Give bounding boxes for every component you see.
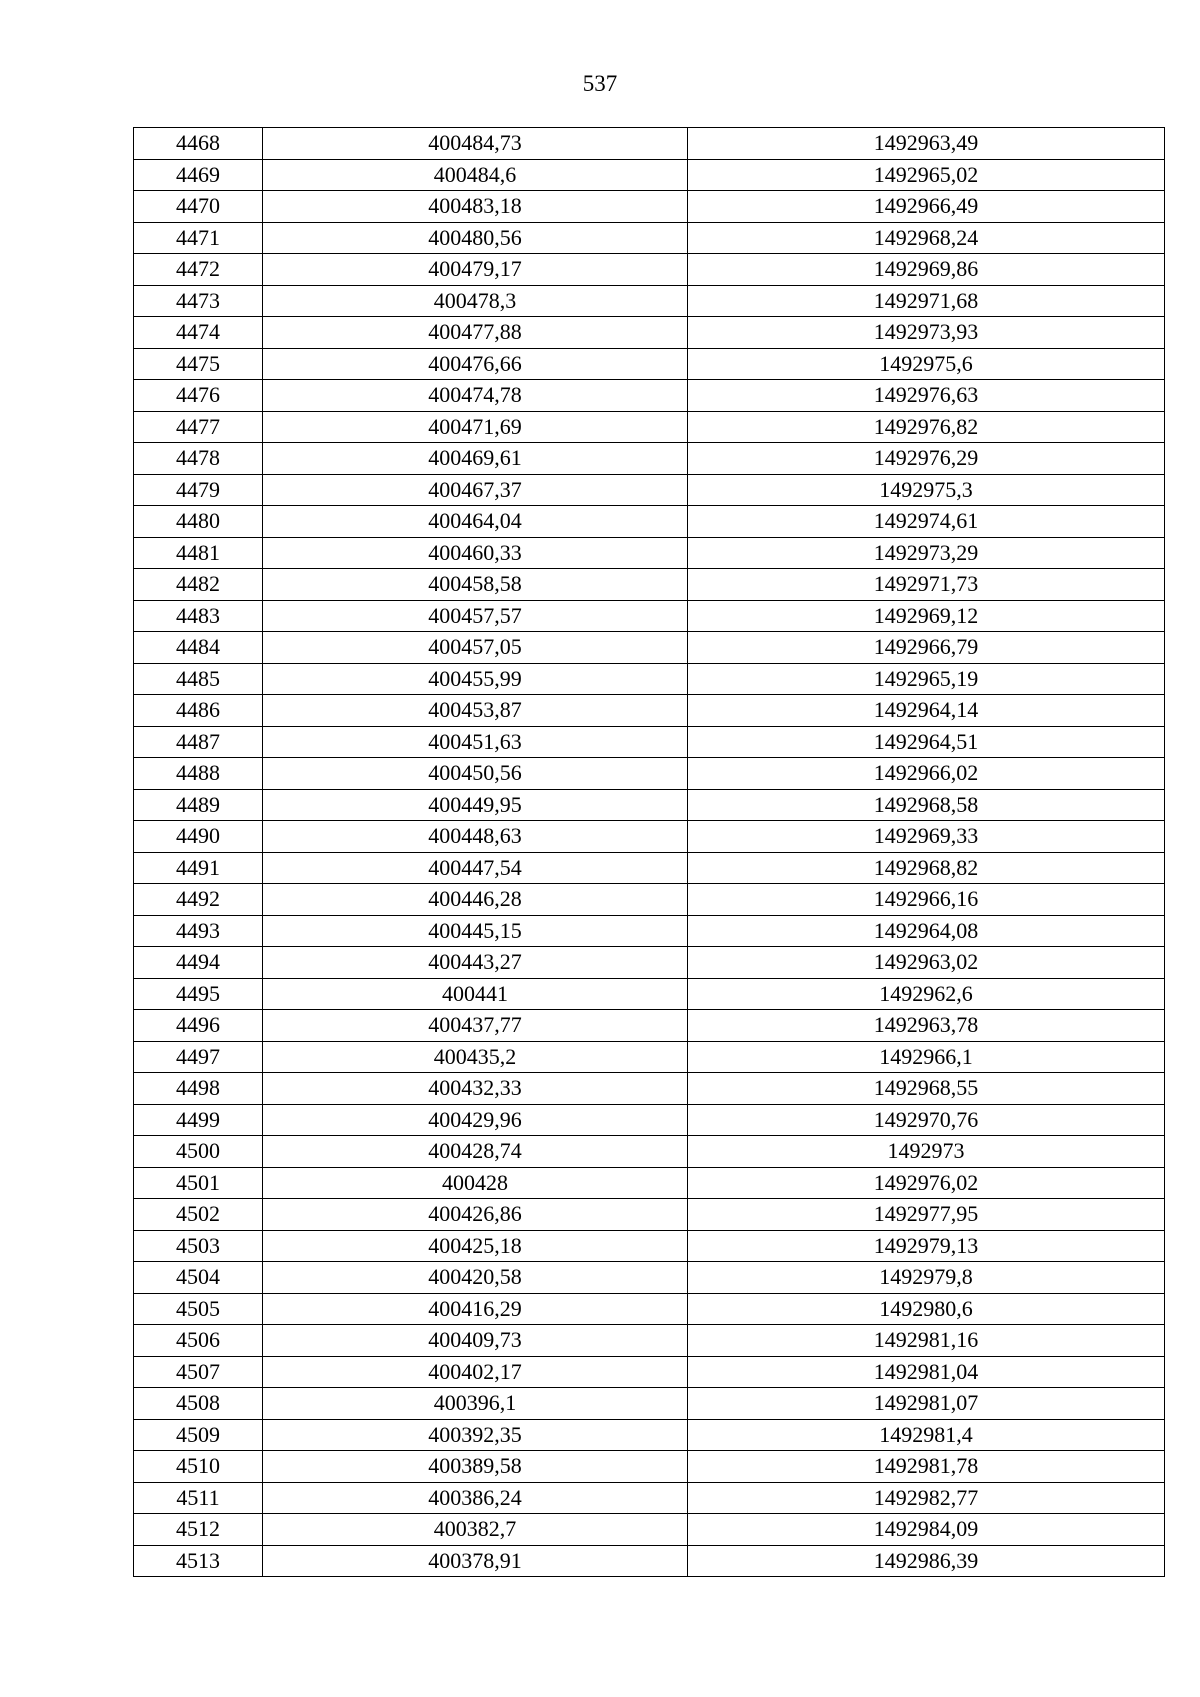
point-number-cell: 4505: [134, 1293, 263, 1325]
table-row: [134, 159, 1165, 191]
table-row: [134, 884, 1165, 916]
table-row: [134, 1482, 1165, 1514]
x-coordinate-cell: 400474,78: [263, 380, 688, 412]
x-coordinate-cell: 400453,87: [263, 695, 688, 727]
table-row: [134, 1073, 1165, 1105]
point-number-cell: 4511: [134, 1482, 263, 1514]
point-number-cell: 4477: [134, 411, 263, 443]
point-number-cell: 4468: [134, 128, 263, 160]
y-coordinate-cell: 1492979,8: [688, 1262, 1165, 1294]
point-number-cell: 4506: [134, 1325, 263, 1357]
point-number-cell: 4494: [134, 947, 263, 979]
point-number-cell: 4490: [134, 821, 263, 853]
table-row: [134, 663, 1165, 695]
x-coordinate-cell: 400396,1: [263, 1388, 688, 1420]
table-row: [134, 789, 1165, 821]
point-number-cell: 4508: [134, 1388, 263, 1420]
y-coordinate-cell: 1492973,93: [688, 317, 1165, 349]
point-number-cell: 4499: [134, 1104, 263, 1136]
y-coordinate-cell: 1492979,13: [688, 1230, 1165, 1262]
x-coordinate-cell: 400484,73: [263, 128, 688, 160]
table-row: [134, 1356, 1165, 1388]
x-coordinate-cell: 400446,28: [263, 884, 688, 916]
y-coordinate-cell: 1492971,73: [688, 569, 1165, 601]
point-number-cell: 4488: [134, 758, 263, 790]
table-row: [134, 537, 1165, 569]
y-coordinate-cell: 1492966,02: [688, 758, 1165, 790]
x-coordinate-cell: 400448,63: [263, 821, 688, 853]
point-number-cell: 4487: [134, 726, 263, 758]
x-coordinate-cell: 400437,77: [263, 1010, 688, 1042]
x-coordinate-cell: 400425,18: [263, 1230, 688, 1262]
table-row: [134, 695, 1165, 727]
table-row: [134, 254, 1165, 286]
y-coordinate-cell: 1492975,6: [688, 348, 1165, 380]
table-row: [134, 443, 1165, 475]
y-coordinate-cell: 1492963,49: [688, 128, 1165, 160]
y-coordinate-cell: 1492981,07: [688, 1388, 1165, 1420]
point-number-cell: 4496: [134, 1010, 263, 1042]
coordinates-table-body: [134, 128, 1165, 1577]
table-row: [134, 222, 1165, 254]
table-row: [134, 348, 1165, 380]
table-row: [134, 411, 1165, 443]
y-coordinate-cell: 1492976,63: [688, 380, 1165, 412]
table-row: [134, 758, 1165, 790]
x-coordinate-cell: 400477,88: [263, 317, 688, 349]
point-number-cell: 4491: [134, 852, 263, 884]
x-coordinate-cell: 400443,27: [263, 947, 688, 979]
table-row: [134, 947, 1165, 979]
x-coordinate-cell: 400428: [263, 1167, 688, 1199]
y-coordinate-cell: 1492986,39: [688, 1545, 1165, 1577]
table-row: [134, 600, 1165, 632]
y-coordinate-cell: 1492974,61: [688, 506, 1165, 538]
table-row: [134, 978, 1165, 1010]
y-coordinate-cell: 1492982,77: [688, 1482, 1165, 1514]
y-coordinate-cell: 1492968,24: [688, 222, 1165, 254]
point-number-cell: 4493: [134, 915, 263, 947]
x-coordinate-cell: 400445,15: [263, 915, 688, 947]
point-number-cell: 4502: [134, 1199, 263, 1231]
point-number-cell: 4472: [134, 254, 263, 286]
coordinates-table: [133, 127, 1165, 1577]
y-coordinate-cell: 1492976,29: [688, 443, 1165, 475]
x-coordinate-cell: 400479,17: [263, 254, 688, 286]
point-number-cell: 4483: [134, 600, 263, 632]
table-row: [134, 285, 1165, 317]
x-coordinate-cell: 400392,35: [263, 1419, 688, 1451]
point-number-cell: 4484: [134, 632, 263, 664]
table-row: [134, 1293, 1165, 1325]
y-coordinate-cell: 1492973: [688, 1136, 1165, 1168]
table-row: [134, 317, 1165, 349]
point-number-cell: 4470: [134, 191, 263, 223]
point-number-cell: 4478: [134, 443, 263, 475]
x-coordinate-cell: 400480,56: [263, 222, 688, 254]
x-coordinate-cell: 400483,18: [263, 191, 688, 223]
x-coordinate-cell: 400460,33: [263, 537, 688, 569]
x-coordinate-cell: 400426,86: [263, 1199, 688, 1231]
point-number-cell: 4475: [134, 348, 263, 380]
x-coordinate-cell: 400447,54: [263, 852, 688, 884]
point-number-cell: 4504: [134, 1262, 263, 1294]
point-number-cell: 4471: [134, 222, 263, 254]
point-number-cell: 4474: [134, 317, 263, 349]
x-coordinate-cell: 400464,04: [263, 506, 688, 538]
y-coordinate-cell: 1492970,76: [688, 1104, 1165, 1136]
table-row: [134, 1388, 1165, 1420]
y-coordinate-cell: 1492973,29: [688, 537, 1165, 569]
table-row: [134, 474, 1165, 506]
y-coordinate-cell: 1492966,79: [688, 632, 1165, 664]
point-number-cell: 4481: [134, 537, 263, 569]
y-coordinate-cell: 1492965,02: [688, 159, 1165, 191]
table-row: [134, 380, 1165, 412]
y-coordinate-cell: 1492977,95: [688, 1199, 1165, 1231]
point-number-cell: 4512: [134, 1514, 263, 1546]
table-row: [134, 1136, 1165, 1168]
point-number-cell: 4507: [134, 1356, 263, 1388]
table-row: [134, 191, 1165, 223]
x-coordinate-cell: 400428,74: [263, 1136, 688, 1168]
y-coordinate-cell: 1492981,4: [688, 1419, 1165, 1451]
y-coordinate-cell: 1492968,82: [688, 852, 1165, 884]
x-coordinate-cell: 400467,37: [263, 474, 688, 506]
x-coordinate-cell: 400457,57: [263, 600, 688, 632]
y-coordinate-cell: 1492984,09: [688, 1514, 1165, 1546]
table-row: [134, 1230, 1165, 1262]
x-coordinate-cell: 400457,05: [263, 632, 688, 664]
table-row: [134, 726, 1165, 758]
y-coordinate-cell: 1492975,3: [688, 474, 1165, 506]
point-number-cell: 4495: [134, 978, 263, 1010]
point-number-cell: 4479: [134, 474, 263, 506]
x-coordinate-cell: 400382,7: [263, 1514, 688, 1546]
y-coordinate-cell: 1492966,49: [688, 191, 1165, 223]
point-number-cell: 4469: [134, 159, 263, 191]
table-row: [134, 1041, 1165, 1073]
y-coordinate-cell: 1492964,51: [688, 726, 1165, 758]
point-number-cell: 4501: [134, 1167, 263, 1199]
y-coordinate-cell: 1492966,16: [688, 884, 1165, 916]
y-coordinate-cell: 1492981,78: [688, 1451, 1165, 1483]
table-row: [134, 1451, 1165, 1483]
point-number-cell: 4482: [134, 569, 263, 601]
x-coordinate-cell: 400476,66: [263, 348, 688, 380]
point-number-cell: 4500: [134, 1136, 263, 1168]
table-row: [134, 128, 1165, 160]
x-coordinate-cell: 400389,58: [263, 1451, 688, 1483]
x-coordinate-cell: 400402,17: [263, 1356, 688, 1388]
point-number-cell: 4497: [134, 1041, 263, 1073]
table-row: [134, 632, 1165, 664]
table-row: [134, 1104, 1165, 1136]
x-coordinate-cell: 400386,24: [263, 1482, 688, 1514]
x-coordinate-cell: 400378,91: [263, 1545, 688, 1577]
x-coordinate-cell: 400451,63: [263, 726, 688, 758]
table-row: [134, 1514, 1165, 1546]
y-coordinate-cell: 1492963,02: [688, 947, 1165, 979]
y-coordinate-cell: 1492968,58: [688, 789, 1165, 821]
y-coordinate-cell: 1492980,6: [688, 1293, 1165, 1325]
point-number-cell: 4513: [134, 1545, 263, 1577]
x-coordinate-cell: 400416,29: [263, 1293, 688, 1325]
y-coordinate-cell: 1492969,86: [688, 254, 1165, 286]
point-number-cell: 4510: [134, 1451, 263, 1483]
point-number-cell: 4503: [134, 1230, 263, 1262]
y-coordinate-cell: 1492968,55: [688, 1073, 1165, 1105]
x-coordinate-cell: 400471,69: [263, 411, 688, 443]
x-coordinate-cell: 400478,3: [263, 285, 688, 317]
table-row: [134, 1325, 1165, 1357]
table-row: [134, 569, 1165, 601]
table-row: [134, 506, 1165, 538]
y-coordinate-cell: 1492962,6: [688, 978, 1165, 1010]
y-coordinate-cell: 1492976,82: [688, 411, 1165, 443]
table-row: [134, 1199, 1165, 1231]
x-coordinate-cell: 400484,6: [263, 159, 688, 191]
table-row: [134, 1167, 1165, 1199]
y-coordinate-cell: 1492976,02: [688, 1167, 1165, 1199]
y-coordinate-cell: 1492981,16: [688, 1325, 1165, 1357]
point-number-cell: 4489: [134, 789, 263, 821]
y-coordinate-cell: 1492966,1: [688, 1041, 1165, 1073]
y-coordinate-cell: 1492981,04: [688, 1356, 1165, 1388]
point-number-cell: 4492: [134, 884, 263, 916]
x-coordinate-cell: 400409,73: [263, 1325, 688, 1357]
x-coordinate-cell: 400435,2: [263, 1041, 688, 1073]
y-coordinate-cell: 1492969,12: [688, 600, 1165, 632]
table-row: [134, 1545, 1165, 1577]
y-coordinate-cell: 1492964,08: [688, 915, 1165, 947]
point-number-cell: 4486: [134, 695, 263, 727]
point-number-cell: 4476: [134, 380, 263, 412]
table-row: [134, 915, 1165, 947]
table-row: [134, 852, 1165, 884]
y-coordinate-cell: 1492971,68: [688, 285, 1165, 317]
page-number: 537: [582, 71, 618, 96]
x-coordinate-cell: 400450,56: [263, 758, 688, 790]
x-coordinate-cell: 400449,95: [263, 789, 688, 821]
point-number-cell: 4480: [134, 506, 263, 538]
table-row: [134, 1419, 1165, 1451]
x-coordinate-cell: 400455,99: [263, 663, 688, 695]
y-coordinate-cell: 1492964,14: [688, 695, 1165, 727]
y-coordinate-cell: 1492969,33: [688, 821, 1165, 853]
point-number-cell: 4509: [134, 1419, 263, 1451]
point-number-cell: 4473: [134, 285, 263, 317]
point-number-cell: 4498: [134, 1073, 263, 1105]
table-row: [134, 1262, 1165, 1294]
x-coordinate-cell: 400441: [263, 978, 688, 1010]
y-coordinate-cell: 1492963,78: [688, 1010, 1165, 1042]
x-coordinate-cell: 400420,58: [263, 1262, 688, 1294]
point-number-cell: 4485: [134, 663, 263, 695]
y-coordinate-cell: 1492965,19: [688, 663, 1165, 695]
x-coordinate-cell: 400469,61: [263, 443, 688, 475]
table-row: [134, 1010, 1165, 1042]
table-row: [134, 821, 1165, 853]
x-coordinate-cell: 400432,33: [263, 1073, 688, 1105]
x-coordinate-cell: 400429,96: [263, 1104, 688, 1136]
x-coordinate-cell: 400458,58: [263, 569, 688, 601]
